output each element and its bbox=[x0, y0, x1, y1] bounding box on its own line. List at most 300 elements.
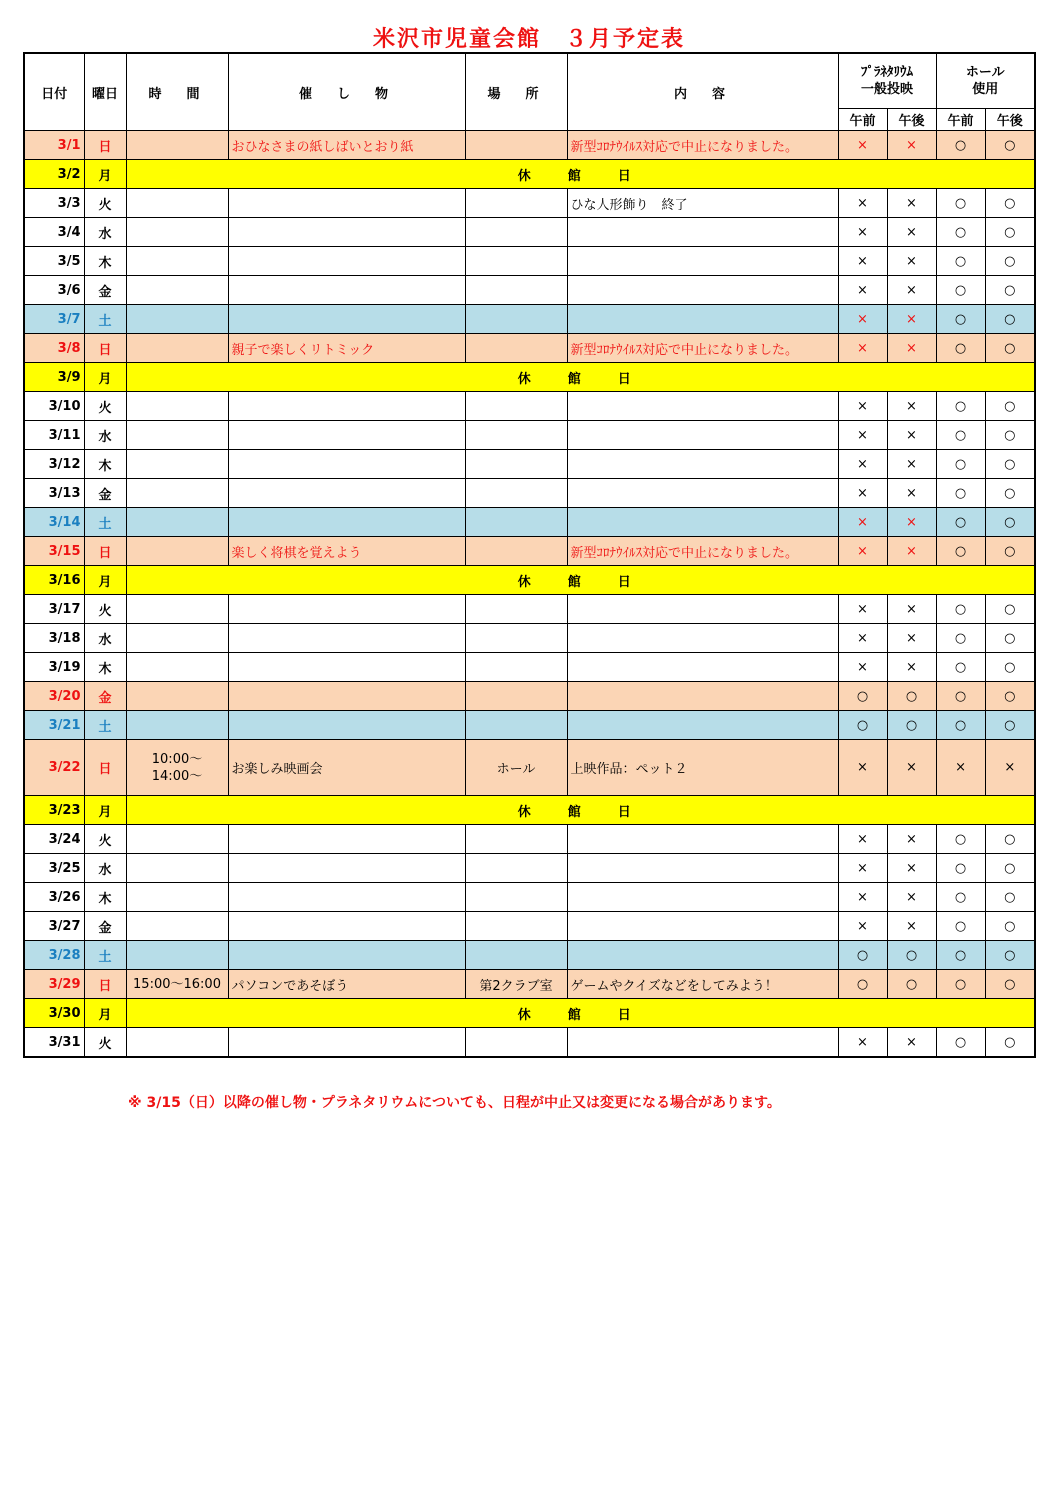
availability-mark: ○ bbox=[985, 537, 1035, 566]
day-cell: 日 bbox=[84, 334, 126, 363]
availability-mark: ○ bbox=[936, 421, 985, 450]
event-cell: おひなさまの紙しばいとおり紙 bbox=[228, 131, 465, 160]
availability-mark: ○ bbox=[936, 450, 985, 479]
availability-mark: × bbox=[887, 1028, 936, 1058]
date-cell: 3/10 bbox=[24, 392, 84, 421]
day-cell: 水 bbox=[84, 218, 126, 247]
availability-mark: × bbox=[887, 305, 936, 334]
availability-mark: ○ bbox=[985, 912, 1035, 941]
closed-band: 休 館 日 bbox=[126, 566, 1035, 595]
availability-mark: ○ bbox=[985, 711, 1035, 740]
availability-mark: ○ bbox=[936, 1028, 985, 1058]
place-cell bbox=[465, 883, 567, 912]
event-cell bbox=[228, 682, 465, 711]
day-cell: 月 bbox=[84, 999, 126, 1028]
day-cell: 月 bbox=[84, 160, 126, 189]
time-text: 15:00～16:00 bbox=[133, 976, 221, 992]
availability-mark: × bbox=[887, 189, 936, 218]
availability-mark: × bbox=[887, 392, 936, 421]
table-row bbox=[24, 479, 1035, 508]
content-cell bbox=[567, 276, 838, 305]
table-row bbox=[24, 363, 1035, 392]
event-cell: お楽しみ映画会 bbox=[228, 740, 465, 796]
time-cell bbox=[126, 941, 228, 970]
header-place: 場 所 bbox=[465, 53, 567, 131]
content-cell: 新型ｺﾛﾅｳｲﾙｽ対応で中止になりました。 bbox=[567, 131, 838, 160]
date-cell: 3/19 bbox=[24, 653, 84, 682]
time-cell bbox=[126, 682, 228, 711]
availability-mark: ○ bbox=[985, 218, 1035, 247]
table-row bbox=[24, 624, 1035, 653]
availability-mark: × bbox=[838, 421, 887, 450]
day-cell: 土 bbox=[84, 711, 126, 740]
content-cell bbox=[567, 854, 838, 883]
availability-mark: ○ bbox=[985, 479, 1035, 508]
availability-mark: × bbox=[838, 218, 887, 247]
table-row bbox=[24, 421, 1035, 450]
content-cell bbox=[567, 218, 838, 247]
time-cell bbox=[126, 624, 228, 653]
availability-mark: ○ bbox=[985, 682, 1035, 711]
date-cell: 3/8 bbox=[24, 334, 84, 363]
availability-mark: ○ bbox=[936, 334, 985, 363]
content-cell bbox=[567, 508, 838, 537]
header-content: 内 容 bbox=[567, 53, 838, 131]
availability-mark: × bbox=[838, 334, 887, 363]
availability-mark: ○ bbox=[838, 941, 887, 970]
day-cell: 月 bbox=[84, 363, 126, 392]
table-row bbox=[24, 883, 1035, 912]
time-cell bbox=[126, 912, 228, 941]
availability-mark: ○ bbox=[887, 941, 936, 970]
availability-mark: × bbox=[838, 912, 887, 941]
availability-mark: ○ bbox=[985, 595, 1035, 624]
availability-mark: × bbox=[887, 653, 936, 682]
availability-mark: ○ bbox=[936, 305, 985, 334]
availability-mark: ○ bbox=[936, 508, 985, 537]
header-event: 催 し 物 bbox=[228, 53, 465, 131]
date-cell: 3/6 bbox=[24, 276, 84, 305]
availability-mark: ○ bbox=[985, 1028, 1035, 1058]
event-cell bbox=[228, 883, 465, 912]
place-cell bbox=[465, 508, 567, 537]
date-cell: 3/24 bbox=[24, 825, 84, 854]
table-row bbox=[24, 160, 1035, 189]
day-cell: 木 bbox=[84, 247, 126, 276]
table-row bbox=[24, 131, 1035, 160]
table-row bbox=[24, 392, 1035, 421]
time-cell bbox=[126, 450, 228, 479]
closed-band: 休 館 日 bbox=[126, 363, 1035, 392]
day-cell: 火 bbox=[84, 1028, 126, 1058]
availability-mark: × bbox=[887, 537, 936, 566]
table-row bbox=[24, 247, 1035, 276]
availability-mark: ○ bbox=[985, 131, 1035, 160]
content-cell bbox=[567, 305, 838, 334]
day-cell: 月 bbox=[84, 796, 126, 825]
availability-mark: × bbox=[838, 1028, 887, 1058]
availability-mark: ○ bbox=[936, 392, 985, 421]
availability-mark: ○ bbox=[936, 854, 985, 883]
event-cell: パソコンであそぼう bbox=[228, 970, 465, 999]
table-row bbox=[24, 334, 1035, 363]
place-cell bbox=[465, 334, 567, 363]
event-cell bbox=[228, 854, 465, 883]
date-cell: 3/27 bbox=[24, 912, 84, 941]
availability-mark: ○ bbox=[936, 653, 985, 682]
content-cell bbox=[567, 653, 838, 682]
availability-mark: × bbox=[887, 740, 936, 796]
availability-mark: × bbox=[887, 131, 936, 160]
table-row bbox=[24, 796, 1035, 825]
header-planetarium: ﾌﾟﾗﾈﾀﾘｳﾑ 一般投映 bbox=[838, 53, 936, 109]
event-cell bbox=[228, 941, 465, 970]
availability-mark: ○ bbox=[985, 508, 1035, 537]
place-cell bbox=[465, 624, 567, 653]
place-cell bbox=[465, 450, 567, 479]
date-cell: 3/14 bbox=[24, 508, 84, 537]
day-cell: 水 bbox=[84, 854, 126, 883]
date-cell: 3/12 bbox=[24, 450, 84, 479]
time-cell bbox=[126, 854, 228, 883]
table-row bbox=[24, 305, 1035, 334]
availability-mark: ○ bbox=[887, 970, 936, 999]
place-cell bbox=[465, 1028, 567, 1058]
day-cell: 土 bbox=[84, 508, 126, 537]
event-cell bbox=[228, 711, 465, 740]
availability-mark: ○ bbox=[936, 624, 985, 653]
day-cell: 火 bbox=[84, 595, 126, 624]
header-hall: ホール 使用 bbox=[936, 53, 1035, 109]
availability-mark: ○ bbox=[936, 912, 985, 941]
place-cell bbox=[465, 247, 567, 276]
availability-mark: × bbox=[887, 912, 936, 941]
date-cell: 3/30 bbox=[24, 999, 84, 1028]
table-row bbox=[24, 1028, 1035, 1058]
time-cell bbox=[126, 276, 228, 305]
place-cell bbox=[465, 941, 567, 970]
date-cell: 3/5 bbox=[24, 247, 84, 276]
header-time: 時 間 bbox=[126, 53, 228, 131]
table-row bbox=[24, 912, 1035, 941]
availability-mark: × bbox=[887, 334, 936, 363]
header-date: 日付 bbox=[24, 53, 84, 131]
availability-mark: ○ bbox=[936, 825, 985, 854]
content-cell: 上映作品：ペット２ bbox=[567, 740, 838, 796]
availability-mark: ○ bbox=[985, 941, 1035, 970]
availability-mark: × bbox=[887, 276, 936, 305]
content-cell bbox=[567, 247, 838, 276]
time-cell bbox=[126, 740, 228, 796]
availability-mark: ○ bbox=[838, 711, 887, 740]
place-cell bbox=[465, 825, 567, 854]
availability-mark: ○ bbox=[985, 392, 1035, 421]
header-day: 曜日 bbox=[84, 53, 126, 131]
availability-mark: ○ bbox=[985, 189, 1035, 218]
date-cell: 3/21 bbox=[24, 711, 84, 740]
time-cell bbox=[126, 392, 228, 421]
date-cell: 3/2 bbox=[24, 160, 84, 189]
availability-mark: ○ bbox=[936, 941, 985, 970]
place-cell bbox=[465, 189, 567, 218]
time-cell bbox=[126, 305, 228, 334]
availability-mark: ○ bbox=[936, 479, 985, 508]
availability-mark: ○ bbox=[985, 825, 1035, 854]
event-cell bbox=[228, 218, 465, 247]
availability-mark: × bbox=[838, 508, 887, 537]
day-cell: 木 bbox=[84, 450, 126, 479]
place-cell bbox=[465, 595, 567, 624]
availability-mark: × bbox=[887, 450, 936, 479]
availability-mark: ○ bbox=[936, 189, 985, 218]
date-cell: 3/18 bbox=[24, 624, 84, 653]
event-cell bbox=[228, 247, 465, 276]
date-cell: 3/15 bbox=[24, 537, 84, 566]
event-cell bbox=[228, 624, 465, 653]
page-title: 米沢市児童会館 ３月予定表 bbox=[372, 27, 685, 52]
availability-mark: ○ bbox=[985, 334, 1035, 363]
event-cell: 親子で楽しくリトミック bbox=[228, 334, 465, 363]
date-cell: 3/16 bbox=[24, 566, 84, 595]
date-cell: 3/3 bbox=[24, 189, 84, 218]
date-cell: 3/31 bbox=[24, 1028, 84, 1058]
content-cell bbox=[567, 624, 838, 653]
event-cell bbox=[228, 508, 465, 537]
place-cell bbox=[465, 421, 567, 450]
date-cell: 3/13 bbox=[24, 479, 84, 508]
date-cell: 3/25 bbox=[24, 854, 84, 883]
event-cell bbox=[228, 450, 465, 479]
availability-mark: ○ bbox=[985, 247, 1035, 276]
date-cell: 3/29 bbox=[24, 970, 84, 999]
table-row bbox=[24, 970, 1035, 999]
time-cell bbox=[126, 825, 228, 854]
availability-mark: × bbox=[887, 421, 936, 450]
day-cell: 金 bbox=[84, 682, 126, 711]
content-cell bbox=[567, 711, 838, 740]
table-row bbox=[24, 941, 1035, 970]
availability-mark: ○ bbox=[936, 970, 985, 999]
availability-mark: ○ bbox=[838, 682, 887, 711]
place-cell bbox=[465, 912, 567, 941]
content-cell bbox=[567, 883, 838, 912]
place-cell bbox=[465, 854, 567, 883]
availability-mark: ○ bbox=[985, 970, 1035, 999]
content-cell bbox=[567, 479, 838, 508]
table-row bbox=[24, 999, 1035, 1028]
table-row bbox=[24, 854, 1035, 883]
day-cell: 金 bbox=[84, 276, 126, 305]
availability-mark: × bbox=[838, 624, 887, 653]
day-cell: 水 bbox=[84, 421, 126, 450]
time-cell bbox=[126, 479, 228, 508]
place-cell bbox=[465, 682, 567, 711]
time-cell bbox=[126, 189, 228, 218]
schedule-table bbox=[23, 52, 1036, 1058]
event-cell: 楽しく将棋を覚えよう bbox=[228, 537, 465, 566]
date-cell: 3/26 bbox=[24, 883, 84, 912]
event-cell bbox=[228, 653, 465, 682]
availability-mark: ○ bbox=[936, 276, 985, 305]
place-cell bbox=[465, 653, 567, 682]
day-cell: 金 bbox=[84, 912, 126, 941]
time-cell bbox=[126, 595, 228, 624]
availability-mark: × bbox=[887, 479, 936, 508]
closed-band: 休 館 日 bbox=[126, 999, 1035, 1028]
table-row bbox=[24, 276, 1035, 305]
availability-mark: ○ bbox=[985, 653, 1035, 682]
content-cell bbox=[567, 825, 838, 854]
availability-mark: × bbox=[887, 854, 936, 883]
availability-mark: × bbox=[838, 854, 887, 883]
table-row bbox=[24, 595, 1035, 624]
availability-mark: × bbox=[887, 595, 936, 624]
availability-mark: × bbox=[838, 825, 887, 854]
event-cell bbox=[228, 392, 465, 421]
content-cell bbox=[567, 941, 838, 970]
availability-mark: ○ bbox=[985, 450, 1035, 479]
day-cell: 金 bbox=[84, 479, 126, 508]
table-row bbox=[24, 508, 1035, 537]
date-cell: 3/7 bbox=[24, 305, 84, 334]
date-cell: 3/1 bbox=[24, 131, 84, 160]
availability-mark: × bbox=[838, 653, 887, 682]
place-cell bbox=[465, 711, 567, 740]
day-cell: 水 bbox=[84, 624, 126, 653]
date-cell: 3/11 bbox=[24, 421, 84, 450]
closed-band: 休 館 日 bbox=[126, 160, 1035, 189]
time-cell bbox=[126, 970, 228, 999]
date-cell: 3/20 bbox=[24, 682, 84, 711]
event-cell bbox=[228, 479, 465, 508]
availability-mark: × bbox=[887, 825, 936, 854]
event-cell bbox=[228, 595, 465, 624]
time-text: 10:00～ 14:00～ bbox=[151, 751, 203, 784]
content-cell: 新型ｺﾛﾅｳｲﾙｽ対応で中止になりました。 bbox=[567, 537, 838, 566]
availability-mark: × bbox=[887, 883, 936, 912]
table-row bbox=[24, 825, 1035, 854]
availability-mark: × bbox=[838, 595, 887, 624]
time-cell bbox=[126, 131, 228, 160]
day-cell: 土 bbox=[84, 305, 126, 334]
time-cell bbox=[126, 1028, 228, 1058]
table-row bbox=[24, 653, 1035, 682]
event-cell bbox=[228, 276, 465, 305]
time-cell bbox=[126, 421, 228, 450]
availability-mark: × bbox=[838, 537, 887, 566]
availability-mark: × bbox=[985, 740, 1035, 796]
time-cell bbox=[126, 883, 228, 912]
availability-mark: × bbox=[838, 189, 887, 218]
availability-mark: ○ bbox=[985, 421, 1035, 450]
date-cell: 3/22 bbox=[24, 740, 84, 796]
day-cell: 木 bbox=[84, 653, 126, 682]
time-cell bbox=[126, 653, 228, 682]
availability-mark: × bbox=[887, 508, 936, 537]
availability-mark: ○ bbox=[936, 131, 985, 160]
header-hall-pm: 午後 bbox=[985, 109, 1035, 131]
event-cell bbox=[228, 825, 465, 854]
availability-mark: × bbox=[838, 392, 887, 421]
time-cell bbox=[126, 334, 228, 363]
place-cell bbox=[465, 218, 567, 247]
day-cell: 日 bbox=[84, 740, 126, 796]
table-row bbox=[24, 566, 1035, 595]
availability-mark: × bbox=[838, 450, 887, 479]
availability-mark: ○ bbox=[838, 970, 887, 999]
availability-mark: × bbox=[838, 305, 887, 334]
event-cell bbox=[228, 189, 465, 218]
availability-mark: ○ bbox=[887, 711, 936, 740]
availability-mark: ○ bbox=[985, 276, 1035, 305]
place-cell bbox=[465, 479, 567, 508]
place-cell bbox=[465, 392, 567, 421]
table-row bbox=[24, 537, 1035, 566]
availability-mark: ○ bbox=[936, 682, 985, 711]
availability-mark: × bbox=[838, 883, 887, 912]
footnote: ※ 3/15（日）以降の催し物・プラネタリウムについても、日程が中止又は変更になる場合があります。 bbox=[128, 1095, 781, 1111]
availability-mark: × bbox=[936, 740, 985, 796]
availability-mark: ○ bbox=[936, 218, 985, 247]
availability-mark: × bbox=[887, 624, 936, 653]
time-cell bbox=[126, 508, 228, 537]
availability-mark: ○ bbox=[985, 624, 1035, 653]
content-cell: ひな人形飾り 終了 bbox=[567, 189, 838, 218]
availability-mark: × bbox=[838, 247, 887, 276]
table-row bbox=[24, 682, 1035, 711]
availability-mark: × bbox=[838, 479, 887, 508]
time-cell bbox=[126, 247, 228, 276]
availability-mark: ○ bbox=[985, 883, 1035, 912]
availability-mark: ○ bbox=[985, 854, 1035, 883]
date-cell: 3/9 bbox=[24, 363, 84, 392]
content-cell bbox=[567, 1028, 838, 1058]
place-cell bbox=[465, 131, 567, 160]
day-cell: 火 bbox=[84, 825, 126, 854]
place-cell: 第2クラブ室 bbox=[465, 970, 567, 999]
availability-mark: ○ bbox=[985, 305, 1035, 334]
place-cell bbox=[465, 305, 567, 334]
day-cell: 日 bbox=[84, 970, 126, 999]
content-cell bbox=[567, 595, 838, 624]
day-cell: 火 bbox=[84, 189, 126, 218]
availability-mark: ○ bbox=[936, 247, 985, 276]
event-cell bbox=[228, 912, 465, 941]
event-cell bbox=[228, 305, 465, 334]
time-cell bbox=[126, 537, 228, 566]
table-row bbox=[24, 450, 1035, 479]
event-cell bbox=[228, 1028, 465, 1058]
date-cell: 3/4 bbox=[24, 218, 84, 247]
availability-mark: × bbox=[887, 218, 936, 247]
content-cell bbox=[567, 682, 838, 711]
date-cell: 3/17 bbox=[24, 595, 84, 624]
content-cell: ゲームやクイズなどをしてみよう！ bbox=[567, 970, 838, 999]
content-cell bbox=[567, 912, 838, 941]
availability-mark: × bbox=[838, 740, 887, 796]
availability-mark: ○ bbox=[936, 883, 985, 912]
availability-mark: × bbox=[838, 131, 887, 160]
day-cell: 日 bbox=[84, 537, 126, 566]
table-row bbox=[24, 711, 1035, 740]
availability-mark: × bbox=[887, 247, 936, 276]
table-row bbox=[24, 740, 1035, 796]
time-cell bbox=[126, 218, 228, 247]
event-cell bbox=[228, 421, 465, 450]
day-cell: 木 bbox=[84, 883, 126, 912]
closed-band: 休 館 日 bbox=[126, 796, 1035, 825]
date-cell: 3/28 bbox=[24, 941, 84, 970]
